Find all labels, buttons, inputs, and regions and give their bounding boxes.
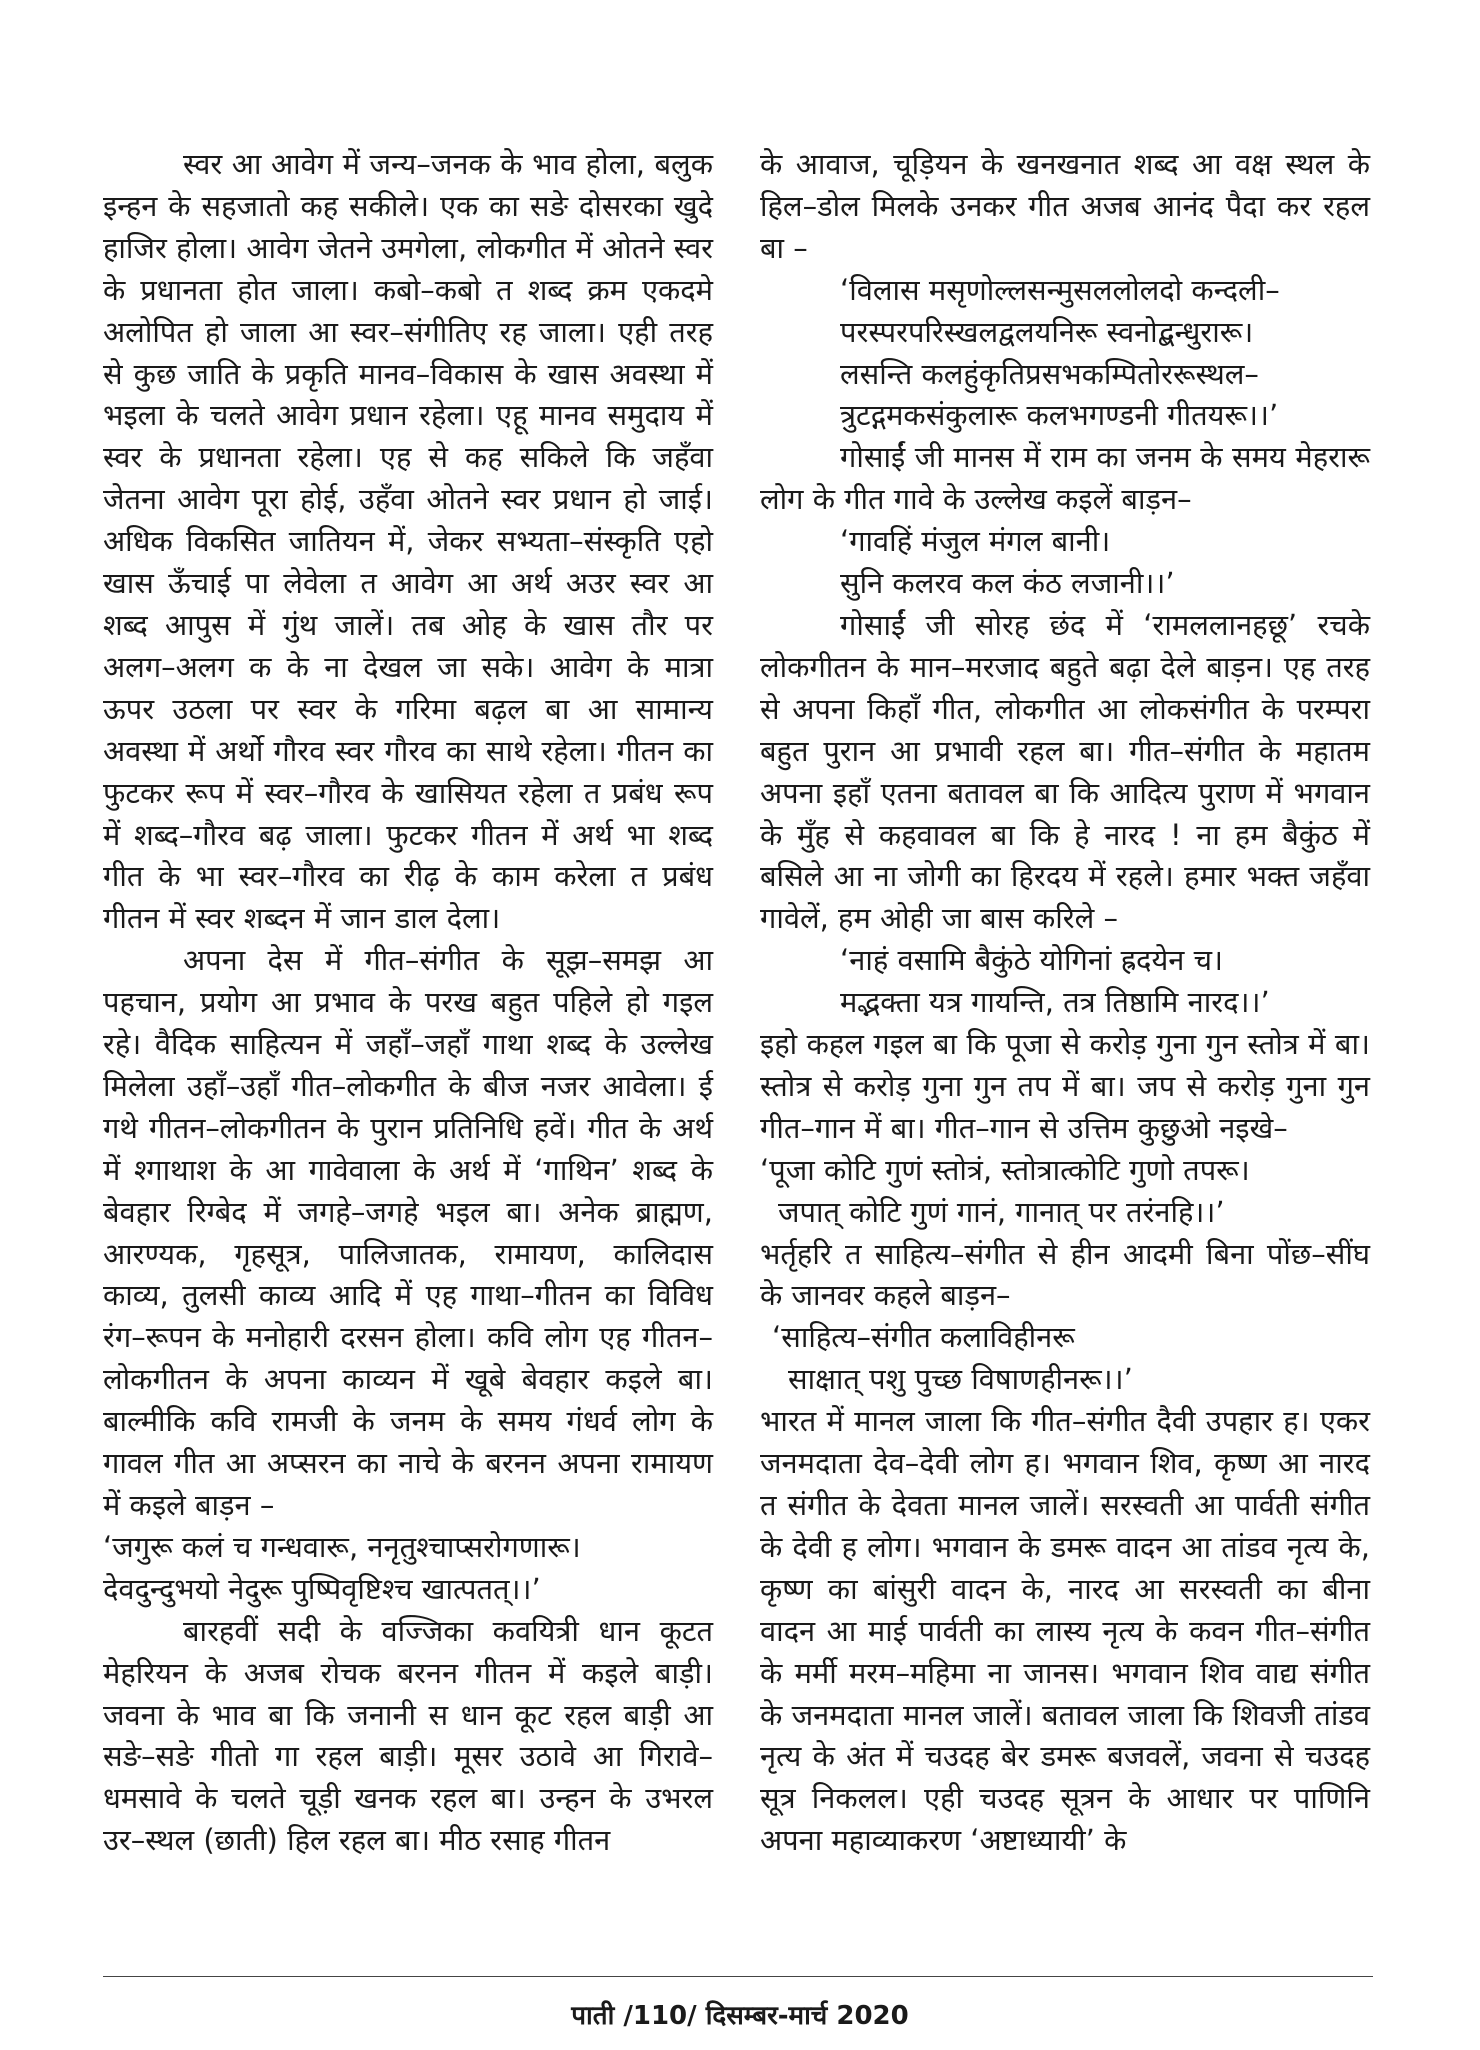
footer-divider xyxy=(103,1976,1373,1977)
paragraph: के आवाज, चूड़ियन के खनखनात शब्द आ वक्ष स्थल के हिल–डोल मिलके उनकर गीत अजब आनंद पैदा कर रहल बा – xyxy=(760,147,1370,265)
paragraph: इहो कहल गइल बा कि पूजा से करोड़ गुना गुन स्तोत्र में बा। स्तोत्र से करोड़ गुना गुन तप में बा। जप से करोड़ गुना गुन गीत–गान में बा। गीत–गान से उत्तिम कुछुओ नइखे– xyxy=(760,1027,1370,1145)
paragraph: बारहवीं सदी के वज्जिका कवयित्री धान कूटत मेहरियन के अजब रोचक बरनन गीतन में कइले बाड़ी। जवना के भाव बा कि जनानी स धान कूट रहल बाड़ी आ सङे–सङे गीतो गा रहल बाड़ी। मूसर उठावे आ गिरावे–धमसावे के चलते चूड़ी खनक रहल बा। उन्हन के उभरल उर–स्थल (छाती) हिल रहल बा। मीठ रसाह गीतन xyxy=(103,1613,713,1858)
right-column xyxy=(760,144,1370,1862)
verse-line: लसन्ति कलहुंकृतिप्रसभकम्पितोररूस्थल– xyxy=(840,356,1259,391)
verse-line: देवदुन्दुभयो नेदुरू पुष्पिवृष्टिश्च खात्पतत्।।’ xyxy=(103,1571,541,1606)
paragraph: स्वर आ आवेग में जन्य–जनक के भाव होला, बलुक इन्हन के सहजातो कह सकीले। एक का सङे दोसरका खुदे हाजिर होला। आवेग जेतने उमगेला, लोकगीत में ओतने स्वर के प्रधानता होत जाला। कबो–कबो त शब्द क्रम एकदमे अलोपित हो जाला आ स्वर–संगीतिए रह जाला। एही तरह से कुछ जाति के प्रकृति मानव–विकास के खास अवस्था में भइला के चलते आवेग प्रधान रहेला। एहू मानव समुदाय में स्वर के प्रधानता रहेला। एह से कह सकिले कि जहँवा जेतना आवेग पूरा होई, उहँवा ओतने स्वर प्रधान हो जाई। अधिक विकसित जातियन में, जेकर सभ्यता–संस्कृति एहो खास ऊँचाई पा लेवेला त आवेग आ अर्थ अउर स्वर आ शब्द आपुस में गुंथ जालें। तब ओह के खास तौर पर अलग–अलग क के ना देखल जा सके। आवेग के मात्रा ऊपर उठला पर स्वर के गरिमा बढ़ल बा आ सामान्य अवस्था में अर्थो गौरव स्वर गौरव का साथे रहेला। गीतन का फुटकर रूप में स्वर–गौरव के खासियत रहेला त प्रबंध रूप में शब्द–गौरव बढ़ जाला। फुटकर गीतन में अर्थ भा शब्द गीत के भा स्वर–गौरव का रीढ़ के काम करेला त प्रबंध गीतन में स्वर शब्दन में जान डाल देला। xyxy=(103,147,713,936)
verse-line: सुनि कलरव कल कंठ लजानी।।’ xyxy=(840,566,1175,601)
verse-line: ‘विलास मसृणोल्लसन्मुसललोलदो कन्दली– xyxy=(840,272,1280,307)
left-column xyxy=(103,144,713,1862)
verse-line: ‘पूजा कोटि गुणं स्तोत्रं, स्तोत्रात्कोटि गुणो तपरू। xyxy=(760,1152,1250,1187)
verse-line: ‘जगुरू कलं च गन्धवारू, ननृतुश्चाप्सरोगणारू। xyxy=(103,1529,581,1564)
verse-line: त्रुटद्गमकसंकुलारू कलभगण्डनी गीतयरू।।’ xyxy=(840,398,1279,433)
paragraph: गोसाईं जी सोरह छंद में ‘रामललानहछू’ रचके लोकगीतन के मान–मरजाद बहुते बढ़ा देले बाड़न। एह तरह से अपना किहाँ गीत, लोकगीत आ लोकसंगीत के परम्परा बहुत पुरान आ प्रभावी रहल बा। गीत–संगीत के महातम अपना इहाँ एतना बतावल बा कि आदित्य पुराण में भगवान के मुँह से कहवावल बा कि हे नारद ! ना हम बैकुंठ में बसिले आ ना जोगी का हिरदय में रहले। हमार भक्त जहँवा गावेलें, हम ओही जा बास करिले – xyxy=(760,607,1370,936)
verse-line: जपात् कोटि गुणं गानं, गानात् पर तरंनहि।।’ xyxy=(778,1194,1225,1229)
verse-line: ‘गावहिं मंजुल मंगल बानी। xyxy=(840,524,1111,559)
verse-line: मद्भक्ता यत्र गायन्ति, तत्र तिष्ठामि नारद।।’ xyxy=(840,985,1270,1020)
verse-line: ‘साहित्य–संगीत कलाविहीनरू xyxy=(772,1320,1075,1355)
paragraph: भारत में मानल जाला कि गीत–संगीत दैवी उपहार ह। एकर जनमदाता देव–देवी लोग ह। भगवान शिव, कृष्ण आ नारद त संगीत के देवता मानल जालें। सरस्वती आ पार्वती संगीत के देवी ह लोग। भगवान के डमरू वादन आ तांडव नृत्य के, कृष्ण का बांसुरी वादन के, नारद आ सरस्वती का बीना वादन आ माई पार्वती का लास्य नृत्य के कवन गीत–संगीत के मर्मी मरम–महिमा ना जानस। भगवान शिव वाद्य संगीत के जनमदाता मानल जालें। बतावल जाला कि शिवजी तांडव नृत्य के अंत में चउदह बेर डमरू बजवलें, जवना से चउदह सूत्र निकलल। एही चउदह सूत्रन के आधार पर पाणिनि अपना महाव्याकरण ‘अष्टाध्यायी’ के xyxy=(760,1404,1370,1858)
paragraph: गोसाईं जी मानस में राम का जनम के समय मेहरारू लोग के गीत गावे के उल्लेख कइलें बाड़न– xyxy=(760,440,1370,517)
verse-line: साक्षात् पशु पुच्छ विषाणहीनरू।।’ xyxy=(788,1362,1133,1397)
verse-line: ‘नाहं वसामि बैकुंठे योगिनां ह्रदयेन च। xyxy=(840,943,1223,978)
paragraph: भर्तृहरि त साहित्य–संगीत से हीन आदमी बिना पोंछ–सींघ के जानवर कहले बाड़न– xyxy=(760,1236,1370,1313)
page-footer: पाती /110/ दिसम्बर-मार्च 2020 xyxy=(571,2001,909,2031)
verse-line: परस्परपरिस्खलद्वलयनिरू स्वनोद्बन्धुरारू। xyxy=(840,314,1254,349)
paragraph: अपना देस में गीत–संगीत के सूझ–समझ आ पहचान, प्रयोग आ प्रभाव के परख बहुत पहिले हो गइल रहे। वैदिक साहित्यन में जहाँ–जहाँ गाथा शब्द के उल्लेख मिलेला उहाँ–उहाँ गीत–लोकगीत के बीज नजर आवेला। ई गथे गीतन–लोकगीतन के पुरान प्रतिनिधि हवें। गीत के अर्थ में श्गाथाश के आ गावेवाला के अर्थ में ‘गाथिन’ शब्द के बेवहार रिग्बेद में जगहे–जगहे भइल बा। अनेक ब्राह्मण, आरण्यक, गृहसूत्र, पालिजातक, रामायण, कालिदास काव्य, तुलसी काव्य आदि में एह गाथा–गीतन का विविध रंग–रूपन के मनोहारी दरसन होला। कवि लोग एह गीतन–लोकगीतन के अपना काव्यन में खूबे बेवहार कइले बा। बाल्मीकि कवि रामजी के जनम के समय गंधर्व लोग के गावल गीत आ अप्सरन का नाचे के बरनन अपना रामायण में कइले बाड़न – xyxy=(103,943,713,1522)
